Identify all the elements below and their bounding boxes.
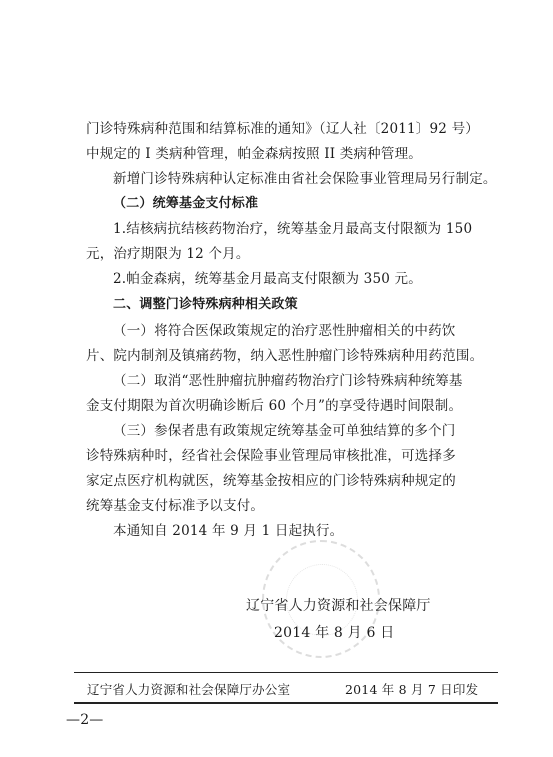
effective-date-line: 本通知自 2014 年 9 月 1 日起执行。 (113, 523, 344, 539)
body-line-7: 2.帕金森病，统筹基金月最高支付限额为 350 元。 (113, 271, 422, 287)
subsection-heading-fund-standard: （二）统筹基金支付标准 (113, 196, 259, 211)
footer-issuer: 辽宁省人力资源和社会保障厅办公室 (87, 682, 291, 697)
body-line-15: 家定点医疗机构就医，统筹基金按相应的门诊特殊病种规定的 (86, 473, 456, 489)
body-line-13: （三）参保者患有政策规定统筹基金可单独结算的多个门 (113, 423, 456, 439)
body-line-2: 中规定的 I 类病种管理，帕金森病按照 II 类病种管理。 (86, 146, 422, 162)
body-line-14: 诊特殊病种时，经省社会保险事业管理局审核批准，可选择多 (86, 448, 456, 464)
footer-print-date: 2014 年 8 月 7 日印发 (345, 682, 479, 697)
body-line-12: 金支付期限为首次明确诊断后 60 个月”的享受待遇时间限制。 (86, 398, 463, 414)
body-line-3: 新增门诊特殊病种认定标准由省社会保险事业管理局另行制定。 (113, 171, 497, 187)
signature-date: 2014 年 8 月 6 日 (274, 625, 395, 641)
body-line-6: 元，治疗期限为 12 个月。 (86, 246, 250, 262)
body-line-5: 1.结核病抗结核药物治疗，统筹基金月最高支付限额为 150 (113, 221, 473, 237)
page-number: —2— (66, 712, 104, 728)
body-line-9: （一）将符合医保政策规定的治疗恶性肿瘤相关的中药饮 (113, 323, 456, 339)
body-line-11: （二）取消“恶性肿瘤抗肿瘤药物治疗门诊特殊病种统筹基 (113, 373, 463, 389)
body-line-10: 片、院内制剂及镇痛药物，纳入恶性肿瘤门诊特殊病种用药范围。 (86, 348, 484, 364)
section-heading-adjust-policy: 二、调整门诊特殊病种相关政策 (113, 297, 298, 312)
body-line-16: 统筹基金支付标准予以支付。 (86, 498, 265, 514)
footer-top-rule (74, 672, 498, 673)
signature-org: 辽宁省人力资源和社会保障厅 (246, 598, 431, 614)
footer-bottom-rule (74, 702, 498, 704)
body-line-1: 门诊特殊病种范围和结算标准的通知》（辽人社〔2011〕92 号） (86, 121, 479, 137)
